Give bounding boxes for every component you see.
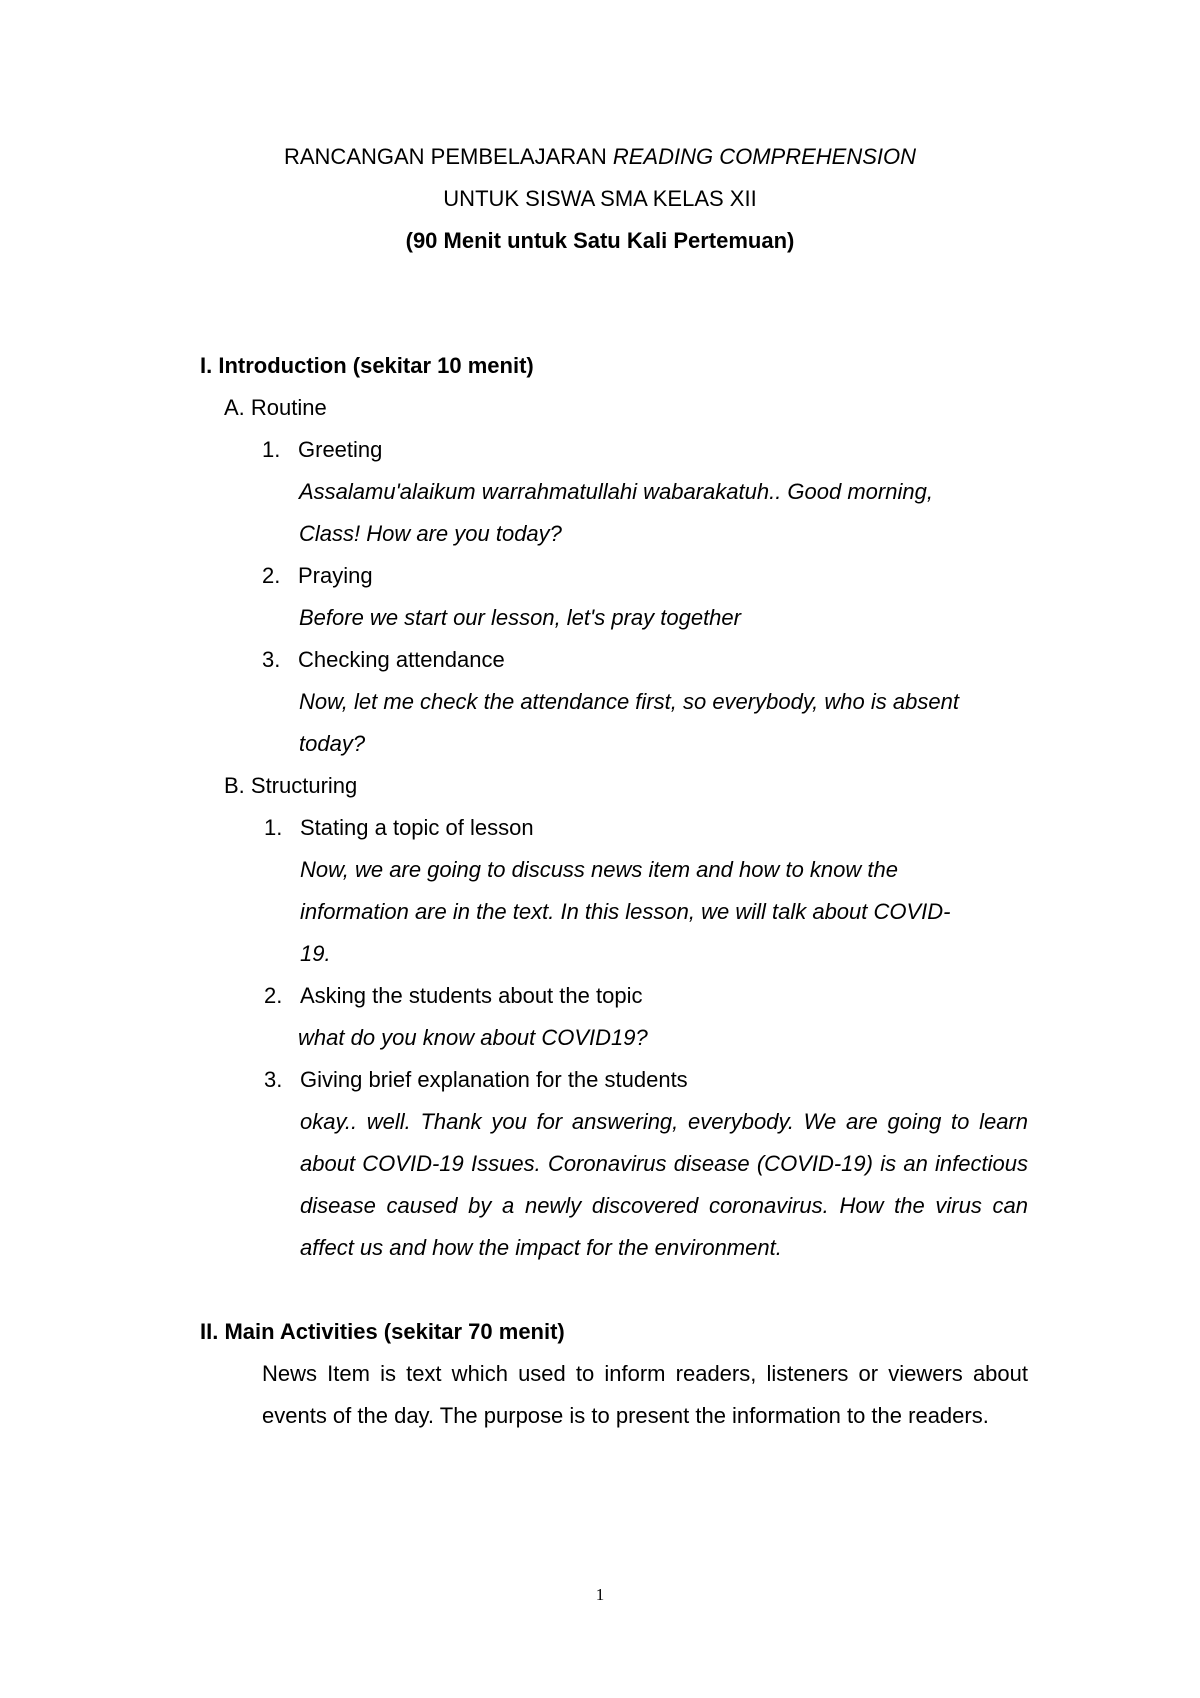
routine-item-1 bbox=[262, 436, 382, 464]
structuring-item-1 bbox=[264, 814, 534, 842]
main-activities-paragraph: News Item is text which used to inform readers, listeners or viewers about events of the day. The purpose is to present the information to the readers. bbox=[262, 1361, 1028, 1428]
item-title: Greeting bbox=[298, 437, 383, 462]
item-title: Praying bbox=[298, 563, 373, 588]
structuring-item-1-text-line-3: 19. bbox=[300, 941, 331, 966]
item-number: 2. bbox=[262, 563, 281, 588]
subsection-label-structuring: B. Structuring bbox=[224, 773, 358, 798]
item-title: Asking the students about the topic bbox=[300, 983, 643, 1008]
item-number: 1. bbox=[264, 815, 283, 840]
title-italic: READING COMPREHENSION bbox=[612, 144, 916, 169]
routine-item-3 bbox=[262, 646, 505, 674]
item-title: Stating a topic of lesson bbox=[300, 815, 534, 840]
item-number: 1. bbox=[262, 437, 281, 462]
structuring-item-2-text-line-1: what do you know about COVID19? bbox=[298, 1025, 648, 1050]
routine-item-2 bbox=[262, 562, 373, 590]
section-heading-introduction: I. Introduction (sekitar 10 menit) bbox=[200, 353, 534, 378]
item-number: 3. bbox=[262, 647, 281, 672]
document-title-line-2: UNTUK SISWA SMA KELAS XII bbox=[443, 186, 757, 211]
item-number: 3. bbox=[264, 1067, 283, 1092]
structuring-item-1-text-line-2: information are in the text. In this lesson, we will talk about COVID- bbox=[300, 899, 951, 924]
routine-item-2-text-line-1: Before we start our lesson, let's pray together bbox=[299, 605, 741, 630]
structuring-item-3 bbox=[264, 1066, 688, 1094]
structuring-item-1-text-line-1: Now, we are going to discuss news item and how to know the bbox=[300, 857, 898, 882]
page-number: 1 bbox=[595, 1585, 605, 1604]
document-title-line-3: (90 Menit untuk Satu Kali Pertemuan) bbox=[405, 228, 795, 253]
structuring-item-3-paragraph: okay.. well. Thank you for answering, everybody. We are going to learn about COVID-19 Issues. Coronavirus disease (COVID-19) is an infectious disease caused by a newly discovered coronavirus. How the virus can affect us and how the impact for the environment. bbox=[300, 1109, 1028, 1260]
subsection-label-routine: A. Routine bbox=[224, 395, 327, 420]
item-title: Giving brief explanation for the students bbox=[300, 1067, 688, 1092]
document-title-line-1 bbox=[0, 143, 1200, 171]
routine-item-3-text-line-1: Now, let me check the attendance first, so everybody, who is absent bbox=[299, 689, 959, 714]
routine-item-3-text-line-2: today? bbox=[299, 731, 366, 756]
title-prefix: RANCANGAN PEMBELAJARAN bbox=[283, 144, 613, 169]
item-title: Checking attendance bbox=[298, 647, 505, 672]
routine-item-1-text-line-2: Class! How are you today? bbox=[299, 521, 562, 546]
section-heading-main-activities: II. Main Activities (sekitar 70 menit) bbox=[200, 1319, 565, 1344]
routine-item-1-text-line-1: Assalamu'alaikum warrahmatullahi wabarakatuh.. Good morning, bbox=[299, 479, 933, 504]
item-number: 2. bbox=[264, 983, 283, 1008]
structuring-item-2 bbox=[264, 982, 642, 1010]
